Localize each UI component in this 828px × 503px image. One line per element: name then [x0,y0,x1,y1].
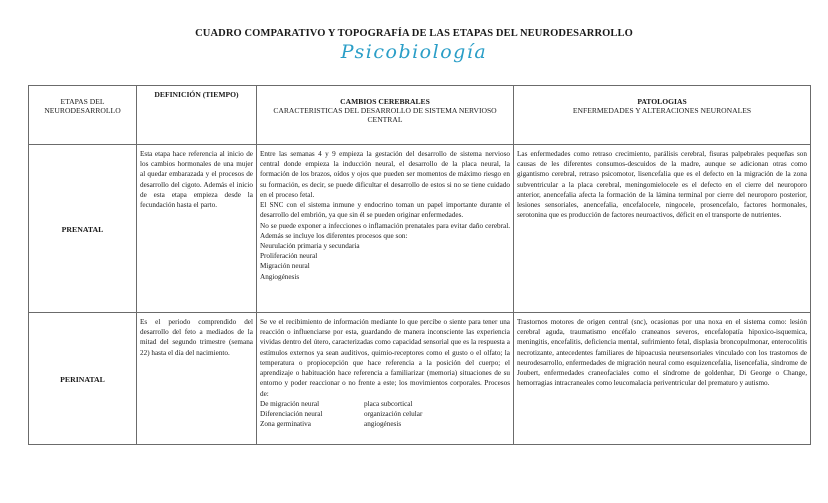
process-item: Angiogénesis [260,272,300,281]
process-pair [260,399,510,409]
header-changes-title: CAMBIOS CEREBRALES [340,97,430,106]
definition-cell: Esta etapa hace referencia al inicio de los cambios hormonales de una mujer al quedar embarazada y el procesos de desarrollo del cigoto. Además el inicio de esta etapa empieza desde la fecundación hasta el parto. [137,145,257,313]
table-row-prenatal [29,145,811,313]
header-pathology-subtitle: ENFERMEDADES Y ALTERACIONES NEURONALES [572,106,752,116]
changes-paragraph: Se ve el recibimiento de información mediante lo que percibe o siente para tener una reacción o influenciarse por esta, guardando de manera inconsciente las experiencia vividas dentro del útero, caracterizadas como capacidad sensorial que es la respuesta a estímulos externos ya sean auditivos, quimio-receptores como el gusto o el olfato; la temperatura o propiocepción que hace referencia a la posición del cuerpo; el aprendizaje o habituación hace referencia a familiarizar (memoria) situaciones de su entorno y poder reaccionar o no frente a este; los movimientos corporales. Procesos de: [260,318,510,398]
header-stages-line1: ETAPAS DEL [60,97,105,106]
table-row-perinatal [29,313,811,445]
comparison-table [28,85,811,445]
definition-cell: Es el periodo comprendido del desarrollo del feto a mediados de la mitad del segundo trimestre (semana 22) hasta el día del nacimiento. [137,313,257,445]
header-pathology [514,86,811,145]
header-pathology-title: PATOLOGIAS [637,97,687,106]
changes-cell [257,145,514,313]
header-changes [257,86,514,145]
header-changes-subtitle: CARACTERISTICAS DEL DESARROLLO DE SISTEMA NERVIOSO CENTRAL [273,106,497,125]
process-item: placa subcortical [364,399,413,408]
process-item: Zona germinativa [260,420,311,429]
process-item: De migración neural [260,399,320,408]
header-stages-line2: NEURODESARROLLO [44,106,121,116]
header-row [29,86,811,145]
pathology-cell: Las enfermedades como retraso crecimiento, parálisis cerebral, fisuras palpebrales pequeñas son causas de les diferentes consumos-descuidos de la madre, aunque se adicionan otras como gigantismo cerebral, retraso psicomotor, lisencefalia que es el defecto en la migración de la zona subventricular a la placa cerebral, meningomielocele es el defecto en el cierre del neuroporo anterior, anencefalia afecta la formación de la lámina terminal por cierre del neuroporo posterior, lesiones sensoriales, anencefalia, encefalocele, ningocele, prosencefalo, factores hormonales, serotonina que es producción de factores neuroactivos, déficit en el transporte de nutrientes. [514,145,811,313]
header-definition [137,86,257,145]
header-stages [29,86,137,145]
process-item: angiogénesis [364,420,402,429]
process-pair [260,409,510,419]
changes-paragraph: Entre las semanas 4 y 9 empieza la gestación del desarrollo de sistema nervioso central donde empieza la inducción neural, el desarrollo de la placa neural, la formación de los brazos, oídos y ojos que pueden ser momentos de máximo riesgo en su formación, es decir, se puede dificultar el desarrollo de estos si no se tiene cuidado en el proceso fetal. [260,150,510,199]
process-pair [260,419,510,429]
header-definition-label: DEFINICIÓN (TIEMPO) [154,90,239,99]
changes-cell [257,313,514,445]
process-item: Diferenciación neural [260,409,323,418]
process-item: Migración neural [260,262,310,271]
pathology-cell: Trastornos motores de origen central (snc), ocasionas por una noxa en el sistema como: lesión cerebral aguda, traumatismo encéfalo craneanos severos, encefalopatía hipoxico-isquemica, meningitis, encefalitis, deficiencia mental, sufrimiento fetal, displasia broncopulmonar, enterocolitis necrotizante, antecedentes familiares de hipoacusia neursensoriales vinculado con los trastornos de neurodesarrollo, enfermedades de migración neural como esquizencefalia, lisencefalia, síndrome de Joubert, enfermedades craneofaciales como el síndrome de goldenhar, Di George o Change, hemorragias intracraneales como leucomalacia periventricular del prematuro y autismo. [514,313,811,445]
stage-cell: PERINATAL [29,313,137,445]
process-item: Neurulación primaria y secundaria [260,241,360,250]
document-title: CUADRO COMPARATIVO Y TOPOGRAFÍA DE LAS ETAPAS DEL NEURODESARROLLO [195,28,633,39]
changes-paragraph: El SNC con el sistema inmune y endocrino toman un papel importante durante el desarrollo del embrión, ya que sin él se pueden originar enfermedades. [260,201,510,220]
document-subtitle: Psicobiología [340,41,488,63]
stage-cell: PRENATAL [29,145,137,313]
process-item: Proliferación neural [260,252,318,261]
process-item: organización celular [364,409,423,418]
changes-paragraph: No se puede exponer a infecciones o inflamación prenatales para evitar daño cerebral. Además se incluye los diferentes procesos que son: [260,221,510,240]
